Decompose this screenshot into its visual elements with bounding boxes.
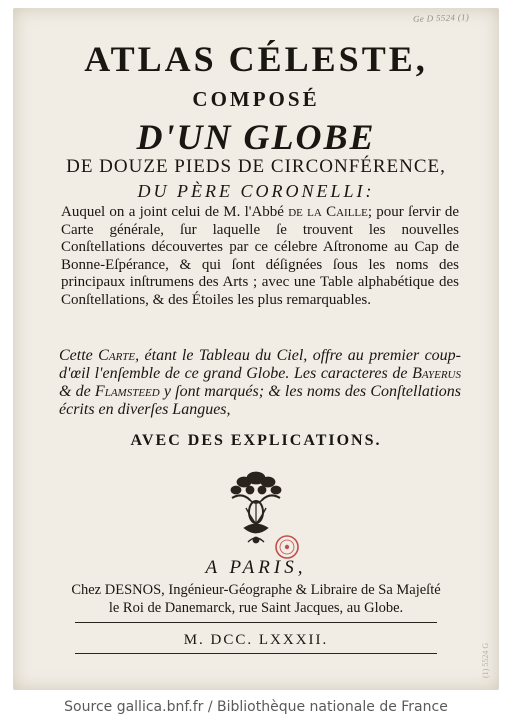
- para1-text-1: Auquel on a joint celui de M. l'Abbé: [61, 204, 289, 220]
- para2-bayerus: Bayerus: [412, 365, 461, 382]
- para2-text-3: & de: [59, 383, 95, 400]
- divider-rule-bottom: [75, 653, 437, 654]
- divider-rule-top: [75, 622, 437, 623]
- description-paragraph: [61, 204, 459, 310]
- publication-date: M. DCC. LXXXII.: [183, 632, 329, 648]
- margin-handwritten-note: (1) 5524 G: [481, 642, 490, 678]
- para2-text-4: y ſont marqués; & les noms des Conſtellations écrits en diverſes Langues,: [59, 383, 462, 418]
- source-credit: Source gallica.bnf.fr / Bibliothèque nationale de France: [0, 692, 512, 722]
- para2-text-2: , étant le Tableau du Ciel, offre au premier coup-d'œil l'enſemble de ce grand Globe. Les caracteres de: [59, 347, 462, 382]
- title-page: [13, 8, 499, 690]
- para1-text-2: ; pour ſervir de Carte générale, ſur laquelle ſe trouvent les nouvelles Conſtellations découvertes par ce célebre Aſtronome au Cap de Bonne-Eſpérance, & qui ſont déſignées ſous les noms des principaux inſtrumens des Arts ; avec une Table alphabétique des Conſtellations, & des Étoiles les plus remarquables.: [61, 204, 459, 308]
- para1-name-lacaille: de la Caille: [288, 204, 368, 220]
- publisher-line-2: le Roi de Danemarck, rue Saint Jacques, au Globe.: [108, 600, 404, 616]
- explications-line: AVEC DES EXPLICATIONS.: [130, 432, 382, 449]
- title-line-3: D'UN GLOBE: [136, 117, 376, 157]
- title-line-5: DU PÈRE CORONELLI:: [137, 181, 375, 201]
- para2-carte: Carte: [98, 347, 136, 364]
- para2-text-1: Cette: [59, 347, 99, 364]
- shelfmark-note: Ge D 5524 (1): [412, 12, 470, 24]
- para2-flamsteed: Flamsteed: [94, 383, 160, 400]
- italic-paragraph: [59, 347, 461, 419]
- title-line-2: COMPOSÉ: [192, 87, 320, 111]
- title-line-4: DE DOUZE PIEDS DE CIRCONFÉRENCE,: [66, 156, 446, 177]
- a-paris-line: A PARIS,: [205, 557, 307, 578]
- title-line-1: ATLAS CÉLESTE,: [84, 39, 428, 79]
- publisher-line-1: Chez DESNOS, Ingénieur-Géographe & Libraire de Sa Majeſté: [71, 582, 441, 598]
